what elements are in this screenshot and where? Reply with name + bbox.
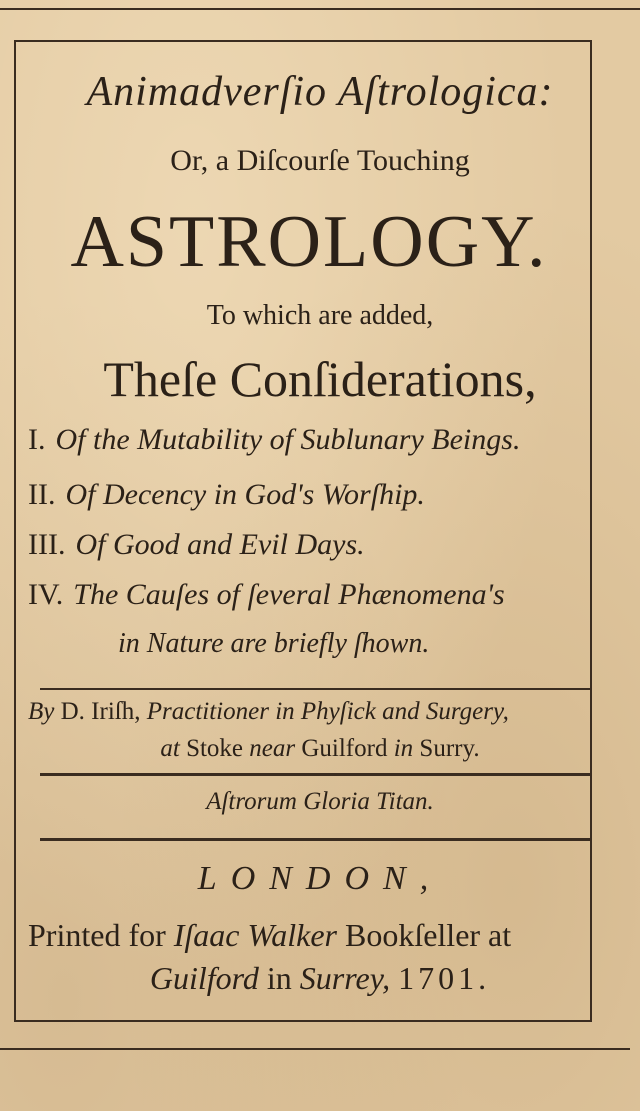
list-item xyxy=(28,423,520,457)
top-border-rule xyxy=(0,8,640,10)
added-line: To which are added, xyxy=(206,300,434,331)
motto: Aſtrorum Gloria Titan. xyxy=(206,788,434,815)
item-text: Of the Mutability of Sublunary Beings. xyxy=(55,423,521,456)
considerations-heading: Theſe Conſiderations, xyxy=(103,351,537,407)
imprint-trade: Bookſeller at xyxy=(344,917,512,953)
imprint-county: Surrey, xyxy=(299,960,391,996)
city: LONDON, xyxy=(197,860,443,897)
item-text: Of Good and Evil Days. xyxy=(75,528,365,561)
main-title: ASTROLOGY. xyxy=(70,201,548,283)
author-line xyxy=(28,698,509,726)
imprint-town-line xyxy=(0,960,640,997)
author-at: at xyxy=(160,735,180,762)
subtitle: Or, a Diſcourſe Touching xyxy=(170,144,470,177)
imprint-town: Guilford xyxy=(149,960,259,996)
divider-rule xyxy=(40,773,590,776)
title: Animadverſio Aſtrologica: xyxy=(86,69,554,115)
divider-rule xyxy=(40,838,590,841)
author-in: in xyxy=(393,735,414,762)
imprint-printed: Printed for xyxy=(28,917,166,953)
bottom-border-rule xyxy=(0,1048,630,1050)
imprint-line xyxy=(28,917,511,954)
author-near: near xyxy=(249,735,296,762)
item-number: III. xyxy=(28,528,66,561)
place-surry: Surry. xyxy=(419,735,480,762)
author-role: Practitioner in Phyſick and Surgery, xyxy=(146,698,509,725)
item-number: IV. xyxy=(28,578,64,611)
list-item xyxy=(28,528,365,562)
author-location xyxy=(0,735,640,763)
item-text: Of Decency in God's Worſhip. xyxy=(65,478,425,511)
place-stoke: Stoke xyxy=(186,735,244,762)
item-number: I. xyxy=(28,423,46,456)
list-item xyxy=(28,578,505,612)
list-item xyxy=(28,478,425,512)
item-continuation: in Nature are briefly ſhown. xyxy=(118,628,430,659)
author-by: By xyxy=(28,698,55,725)
place-guilford: Guilford xyxy=(301,735,388,762)
item-text: The Cauſes of ſeveral Phænomena's xyxy=(73,578,505,611)
imprint-publisher: Iſaac Walker xyxy=(173,917,337,953)
divider-rule xyxy=(40,688,590,690)
item-number: II. xyxy=(28,478,56,511)
imprint-in: in xyxy=(266,960,292,996)
author-name: D. Iriſh, xyxy=(60,698,141,725)
imprint-year: 1701. xyxy=(398,960,491,996)
